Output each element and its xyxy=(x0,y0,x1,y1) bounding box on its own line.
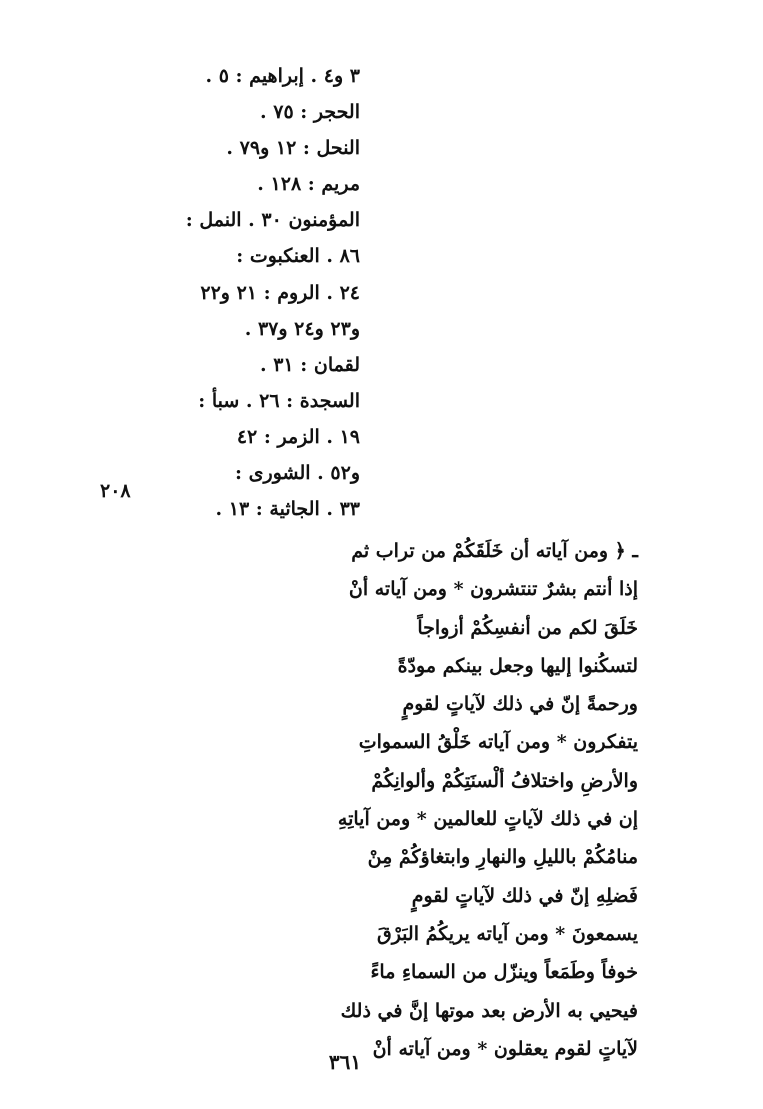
reference-line: و٢٣ و٢٤ و٣٧ . xyxy=(244,317,360,340)
verse-line: إن في ذلك لآياتٍ للعالمين * ومن آياتِهِ xyxy=(337,808,638,831)
verse-line: ـ ﴿ ومن آياته أن خَلَقَكُمْ من تراب ثم xyxy=(351,540,638,562)
reference-line: النحل : ١٢ و٧٩ . xyxy=(226,137,360,160)
verse-line: فَضلِهِ إنّ في ذلك لآياتٍ لقومٍ xyxy=(411,884,638,907)
verse-line: ورحمةً إنّ في ذلك لآياتٍ لقومٍ xyxy=(402,693,638,716)
verse-line: إذا أنتم بشرٌ تنتشرون * ومن آياته أنْ xyxy=(348,578,638,601)
verse-line: يسمعونَ * ومن آياته يريكُمُ البَرْقَ xyxy=(376,922,638,945)
reference-line: ٨٦ . العنكبوت : xyxy=(236,245,360,268)
reference-line: ٣ و٤ . إبراهيم : ٥ . xyxy=(205,65,360,87)
reference-line: ١٩ . الزمر : ٤٢ xyxy=(236,425,360,448)
verse-line: منامُكُمْ بالليلِ والنهارِ وابتغاؤكُمْ مِنْ xyxy=(367,846,638,869)
reference-line: مريم : ١٢٨ . xyxy=(257,173,360,196)
reference-line: لقمان : ٣١ . xyxy=(259,353,360,376)
verse-line: خوفاً وطَمَعاً وينزّل من السماءِ ماءً xyxy=(370,961,638,984)
verse-line: فيحيي به الأرض بعد موتها إنَّ في ذلك xyxy=(340,999,638,1022)
marginal-number: ٢٠٨ xyxy=(100,480,131,502)
page-number: ٣٦١ xyxy=(328,1050,362,1074)
reference-line: ٢٤ . الروم : ٢١ و٢٢ xyxy=(200,281,360,304)
verse-line: والأرضِ واختلافُ ألْسنَتِكُمْ وألوانِكُمْ xyxy=(371,769,638,792)
reference-line: السجدة : ٢٦ . سبأ : xyxy=(198,389,360,412)
references-block xyxy=(150,58,360,527)
verse-line: خَلَقَ لكم من أنفسِكُمْ أزواجاً xyxy=(417,616,638,639)
reference-line: و٥٢ . الشورى : xyxy=(235,462,360,485)
verse-line: لآياتٍ لقوم يعقلون * ومن آياته أنْ xyxy=(372,1037,638,1060)
verse-line: لتسكُنوا إليها وجعل بينكم مودّةً xyxy=(397,654,638,677)
reference-line: الحجر : ٧٥ . xyxy=(260,101,360,124)
reference-line: ٣٣ . الجاثية : ١٣ . xyxy=(215,498,360,521)
reference-line: المؤمنون ٣٠ . النمل : xyxy=(185,209,360,232)
verse-line: يتفكرون * ومن آياته خَلْقُ السمواتِ xyxy=(358,731,638,754)
